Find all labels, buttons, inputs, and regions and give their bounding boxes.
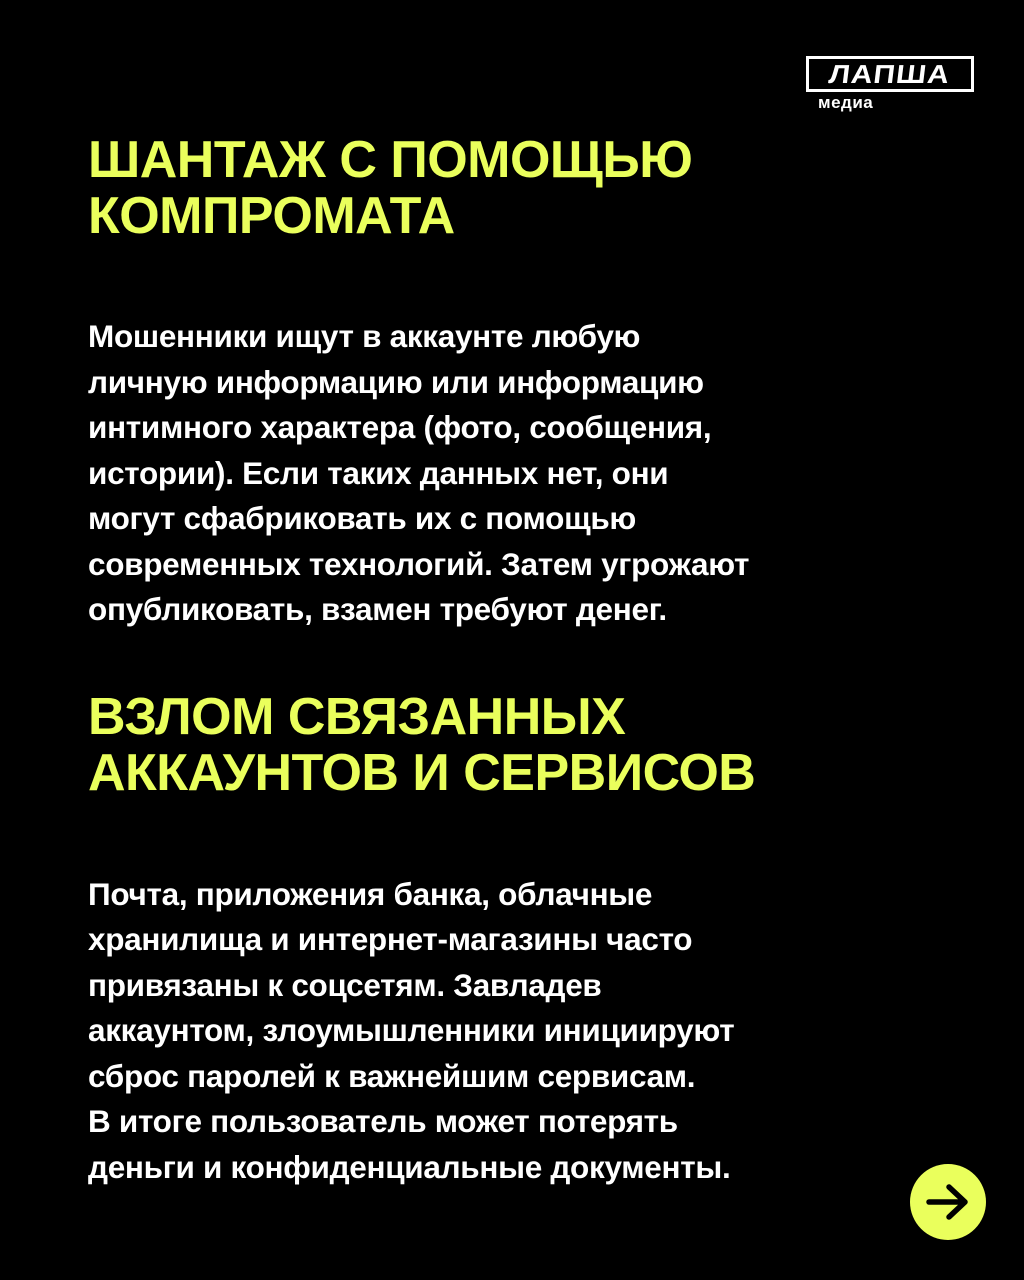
body-line: деньги и конфиденциальные документы. [88,1148,731,1185]
main-content [88,132,968,1190]
body-line: привязаны к соцсетям. Завладев [88,966,602,1003]
section-heading-linked-accounts [88,689,968,801]
body-line: Мошенники ищут в аккаунте любую [88,318,641,354]
next-slide-button[interactable] [910,1164,986,1240]
heading-line: КОМПРОМАТА [88,187,455,245]
brand-logo-frame [806,56,974,92]
brand-title: ЛАПША [827,59,953,89]
body-line: личную информацию или информацию [88,363,704,400]
body-line: опубликовать, взамен требуют денег. [88,591,667,627]
brand-logo [806,56,980,120]
body-line: современных технологий. Затем угрожают [88,545,750,582]
section-heading-blackmail [88,132,968,244]
section-body-blackmail [88,314,968,633]
body-line: сброс паролей к важнейшим сервисам. [88,1057,696,1094]
section-body-linked-accounts [88,872,968,1191]
heading-line: ШАНТАЖ С ПОМОЩЬЮ [88,131,693,189]
body-line: В итоге пользователь может потерять [88,1103,678,1139]
heading-line: АККАУНТОВ И СЕРВИСОВ [88,743,756,802]
body-line: истории). Если таких данных нет, они [88,454,669,491]
brand-subtitle: медиа [818,93,874,112]
arrow-right-icon [925,1182,971,1222]
body-line: интимного характера (фото, сообщения, [88,409,712,445]
body-line: хранилища и интернет-магазины часто [88,921,693,957]
body-line: аккаунтом, злоумышленники инициируют [88,1012,735,1048]
body-line: Почта, приложения банка, облачные [88,875,653,912]
body-line: могут сфабриковать их с помощью [88,500,637,536]
heading-line: ВЗЛОМ СВЯЗАННЫХ [88,687,626,746]
